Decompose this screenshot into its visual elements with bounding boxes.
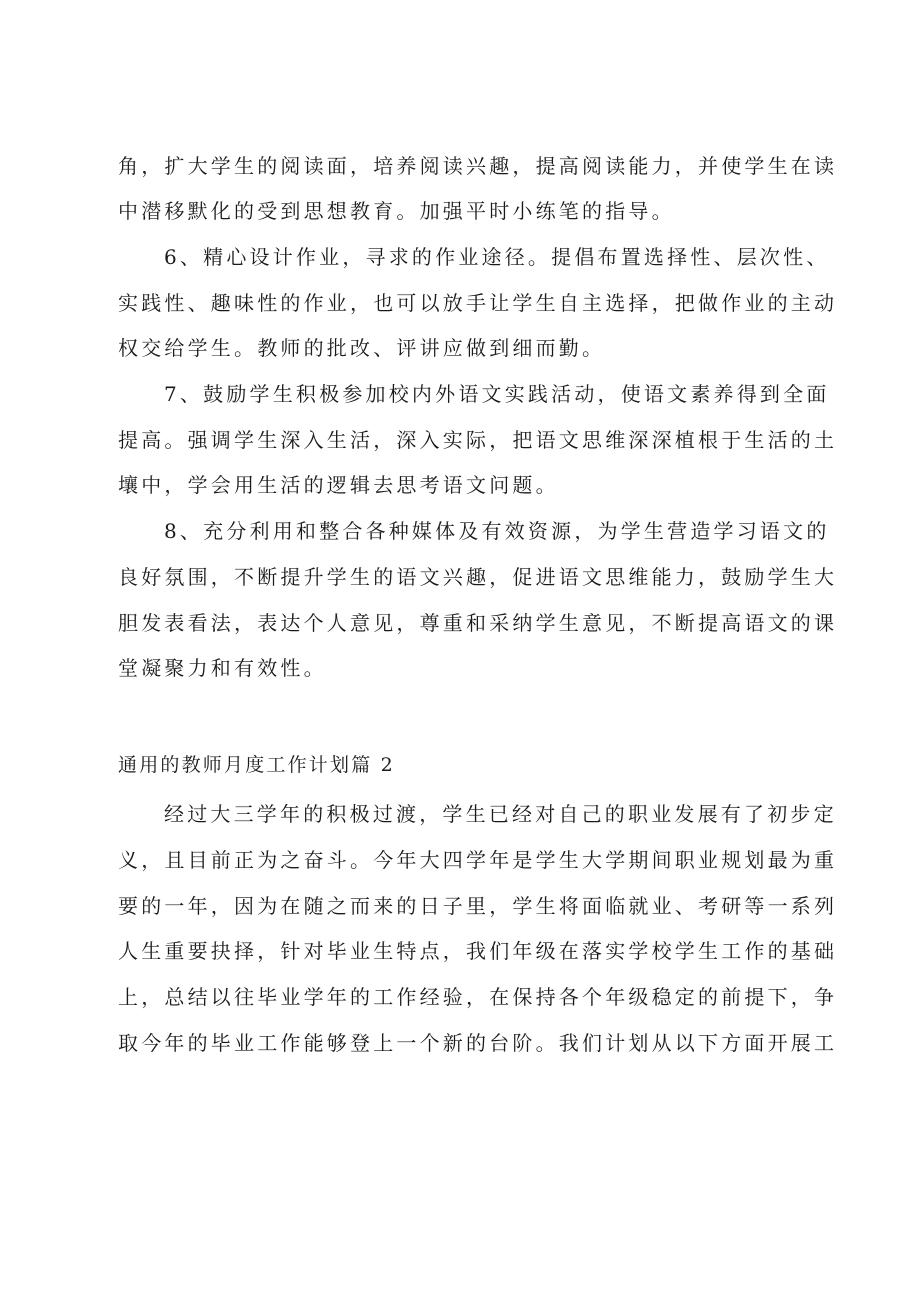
- section-heading: 通用的教师月度工作计划篇 2: [118, 754, 395, 776]
- list-item-8-line: 良好氛围，不断提升学生的语文兴趣，促进语文思维能力，鼓励学生大: [118, 565, 838, 589]
- paragraph-line: 中潜移默化的受到思想教育。加强平时小练笔的指导。: [118, 199, 675, 223]
- paragraph-line: 人生重要抉择，针对毕业生特点，我们年级在落实学校学生工作的基础: [118, 939, 838, 963]
- paragraph-line: 义，且目前正为之奋斗。今年大四学年是学生大学期间职业规划最为重: [118, 848, 838, 872]
- list-item-6-line: 实践性、趣味性的作业，也可以放手让学生自主选择，把做作业的主动: [118, 291, 838, 315]
- list-item-8-line: 堂凝聚力和有效性。: [118, 656, 327, 680]
- list-item-8-line: 胆发表看法，表达个人意见，尊重和采纳学生意见，不断提高语文的课: [118, 611, 838, 635]
- paragraph-line: 要的一年，因为在随之而来的日子里，学生将面临就业、考研等一系列: [118, 894, 838, 918]
- list-item-7-line: 提高。强调学生深入生活，深入实际，把语文思维深深植根于生活的土: [118, 428, 838, 452]
- list-item-6-line: 权交给学生。教师的批改、评讲应做到细而勤。: [118, 336, 606, 360]
- paragraph-line: 取今年的毕业工作能够登上一个新的台阶。我们计划从以下方面开展工: [118, 1031, 838, 1055]
- list-item-7-line: 壤中，学会用生活的逻辑去思考语文问题。: [118, 473, 559, 497]
- list-item-6-line: 6、精心设计作业，寻求的作业途径。提倡布置选择性、层次性、: [164, 245, 830, 269]
- list-item-8-line: 8、充分利用和整合各种媒体及有效资源，为学生营造学习语文的: [164, 519, 830, 543]
- list-item-7-line: 7、鼓励学生积极参加校内外语文实践活动，使语文素养得到全面: [164, 382, 830, 406]
- paragraph-line: 经过大三学年的积极过渡，学生已经对自己的职业发展有了初步定: [164, 802, 837, 826]
- paragraph-line: 上，总结以往毕业学年的工作经验，在保持各个年级稳定的前提下，争: [118, 985, 838, 1009]
- paragraph-line: 角，扩大学生的阅读面，培养阅读兴趣，提高阅读能力，并使学生在读: [118, 154, 838, 178]
